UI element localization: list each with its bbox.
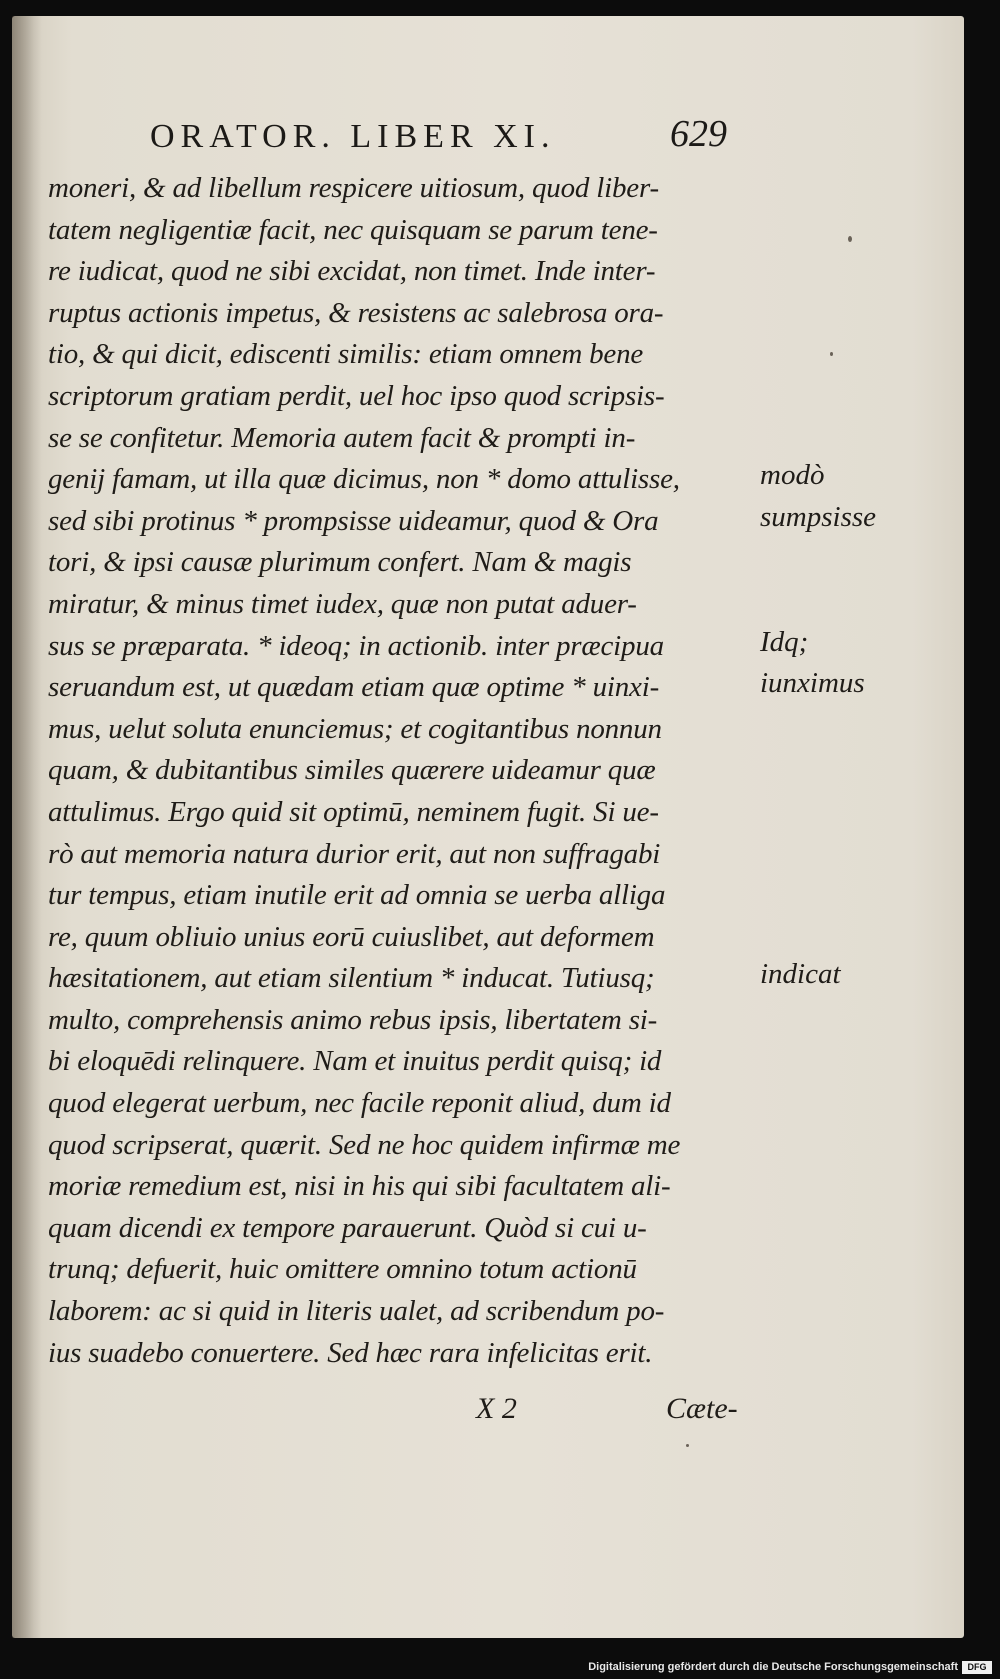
text-line: tori, & ipsi causæ plurimum confert. Nam & magis [48, 546, 632, 579]
text-line: trunq; defuerit, huic omittere omnino totum actionū [48, 1253, 637, 1286]
text-line: seruandum est, ut quædam etiam quæ optime * uinxi- [48, 671, 660, 704]
margin-note: indicat [760, 958, 841, 991]
text-line: sed sibi protinus * prompsisse uideamur, quod & Ora [48, 504, 659, 537]
text-line: miratur, & minus timet iudex, quæ non putat aduer- [48, 587, 637, 620]
paper-speck [830, 352, 833, 356]
text-line: rò aut memoria natura durior erit, aut non suffragabi [48, 837, 661, 870]
text-line: hæsitationem, aut etiam silentium * inducat. Tutiusq; [48, 962, 655, 995]
running-head: ORATOR. LIBER XI. [150, 118, 556, 155]
margin-note: sumpsisse [760, 500, 877, 533]
text-line: moneri, & ad libellum respicere uitiosum, quod liber- [48, 172, 659, 204]
text-line: tur tempus, etiam inutile erit ad omnia se uerba alliga [48, 879, 666, 912]
digitization-credit: Digitalisierung gefördert durch die Deutsche Forschungsgemeinschaft [588, 1661, 958, 1673]
text-line: quod elegerat uerbum, nec facile reponit aliud, dum id [48, 1087, 671, 1120]
gutter-shadow [12, 16, 42, 1638]
text-line: genij famam, ut illa quæ dicimus, non * domo attulisse, [48, 463, 680, 496]
text-line: laborem: ac si quid in literis ualet, ad scribendum po- [48, 1295, 665, 1328]
text-line: bi eloquēdi relinquere. Nam et inuitus perdit quisq; id [48, 1045, 662, 1078]
margin-note: modò [760, 459, 825, 492]
text-line: re, quum obliuio unius eorū cuiuslibet, aut deformem [48, 920, 655, 953]
dfg-logo: DFG [962, 1661, 992, 1674]
text-line: multo, comprehensis animo rebus ipsis, libertatem si- [48, 1003, 658, 1036]
text-line: se se confitetur. Memoria autem facit & prompti in- [48, 421, 636, 454]
text-line: re iudicat, quod ne sibi excidat, non timet. Inde inter- [48, 255, 656, 288]
text-line: quod scripserat, quærit. Sed ne hoc quidem infirmæ me [48, 1128, 681, 1161]
text-line: moriæ remedium est, nisi in his qui sibi facultatem ali- [48, 1170, 671, 1203]
margin-note: Idq; [760, 625, 809, 658]
body-text [48, 168, 768, 1374]
text-line: tatem negligentiæ facit, nec quisquam se parum tene- [48, 213, 658, 246]
text-line: quam, & dubitantibus similes quærere uideamur quæ [48, 754, 656, 787]
signature-mark: X 2 [476, 1392, 517, 1425]
text-line: attulimus. Ergo quid sit optimū, neminem fugit. Si ue- [48, 795, 659, 828]
page-number: 629 [670, 113, 727, 155]
margin-note: iunximus [760, 667, 865, 700]
paper-speck [848, 236, 852, 242]
text-line: sus se præparata. * ideoq; in actionib. inter præcipua [48, 629, 664, 662]
text-line: scriptorum gratiam perdit, uel hoc ipso quod scripsis- [48, 379, 665, 412]
text-line: ius suadebo conuertere. Sed hæc rara infelicitas erit. [48, 1336, 653, 1369]
text-line: tio, & qui dicit, ediscenti similis: etiam omnem bene [48, 338, 644, 371]
paper-speck [686, 1444, 689, 1447]
text-line: quam dicendi ex tempore parauerunt. Quòd si cui u- [48, 1211, 647, 1244]
text-line: mus, uelut soluta enunciemus; et cogitantibus nonnun [48, 712, 662, 745]
catchword: Cæte- [666, 1392, 738, 1425]
text-line: ruptus actionis impetus, & resistens ac salebrosa ora- [48, 296, 664, 329]
